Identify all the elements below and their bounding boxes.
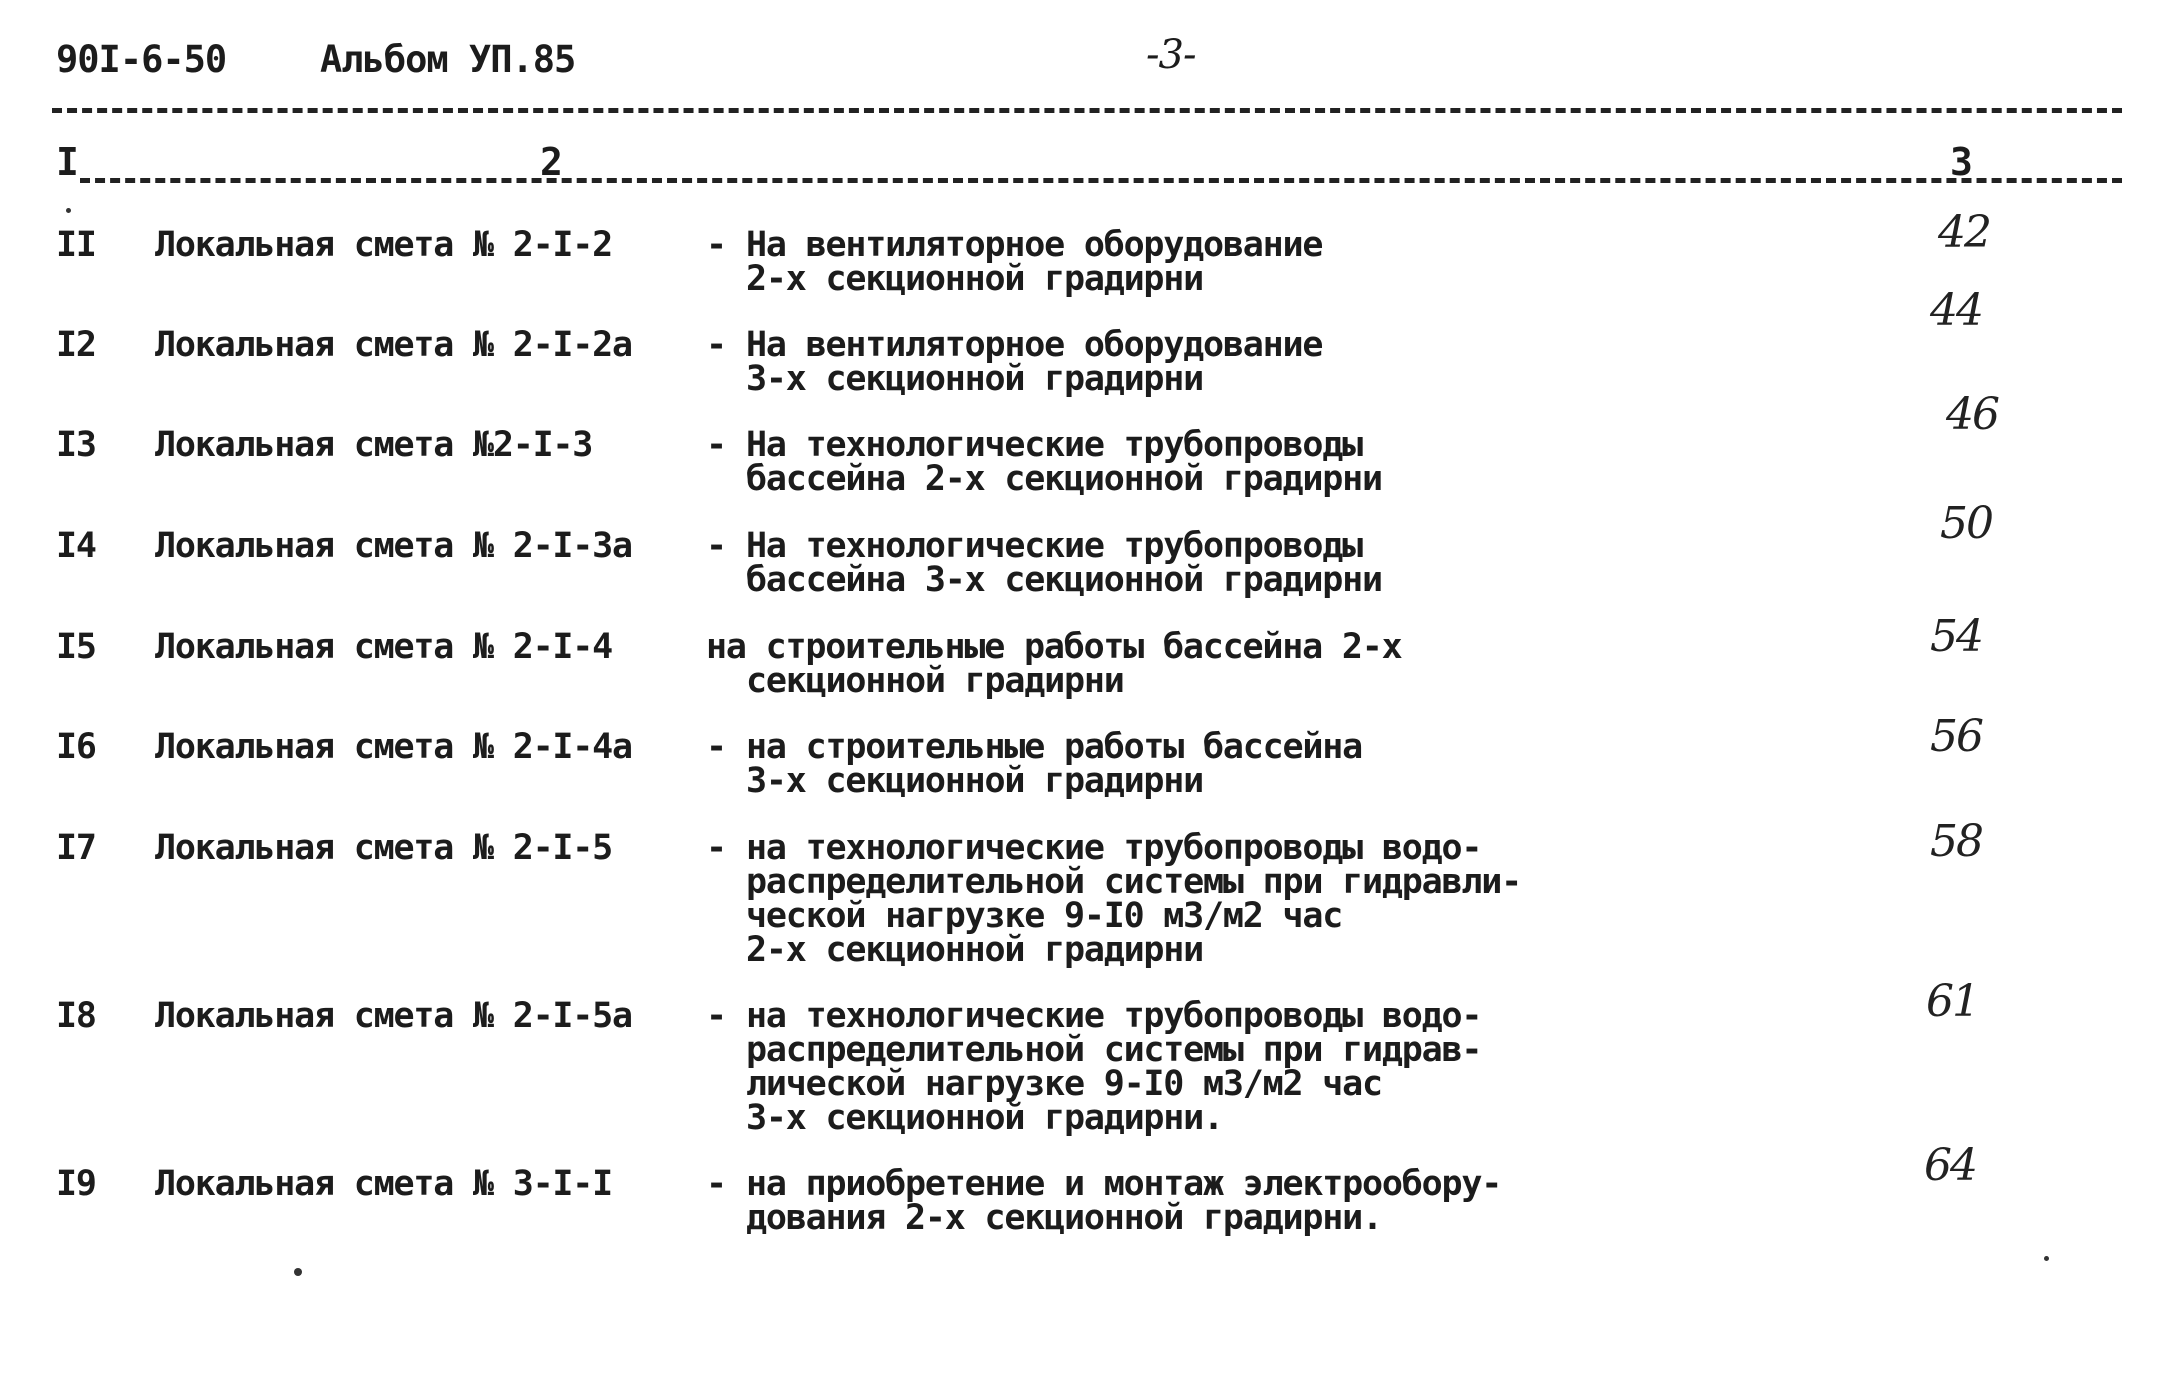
- entry-title: Локальная смета № 2-I-2а: [155, 325, 632, 365]
- entry-page: 64: [1924, 1140, 1976, 1191]
- entry-dash: -: [706, 828, 726, 868]
- entry-page: 58: [1930, 816, 1982, 867]
- entry-number: I6: [56, 727, 96, 767]
- description-line: распределительной системы при гидравли-: [746, 862, 1521, 902]
- entry-title: Локальная смета № 2-I-5а: [155, 996, 632, 1036]
- entry-description: [746, 425, 1606, 499]
- description-line: 2-х секционной градирни: [746, 259, 1204, 299]
- description-line: на строительные работы бассейна: [746, 727, 1363, 767]
- description-line: На технологические трубопроводы: [746, 526, 1363, 566]
- entry-number: I3: [56, 425, 96, 465]
- entry-number: I8: [56, 996, 96, 1036]
- entry-title: Локальная смета № 2-I-4а: [155, 727, 632, 767]
- entry-description: [746, 526, 1606, 600]
- entry-description: [706, 627, 1566, 701]
- description-line: ческой нагрузке 9-I0 м3/м2 час: [746, 896, 1343, 936]
- album-label: Альбом УП.85: [320, 38, 576, 81]
- entry-dash: -: [706, 727, 726, 767]
- description-line: распределительной системы при гидрав-: [746, 1030, 1482, 1070]
- entry-description: [746, 325, 1606, 399]
- entry-description: [746, 225, 1606, 299]
- description-line: дования 2-х секционной градирни.: [746, 1198, 1382, 1238]
- column-header-3: 3: [1950, 140, 1973, 184]
- entry-number: I4: [56, 526, 96, 566]
- entry-number: I9: [56, 1164, 96, 1204]
- entry-dash: -: [706, 225, 726, 265]
- description-line: на строительные работы бассейна 2-х: [706, 627, 1402, 667]
- entry-page: 56: [1930, 711, 1982, 762]
- entry-title: Локальная смета № 2-I-4: [155, 627, 613, 667]
- description-line: 3-х секционной градирни.: [746, 1098, 1223, 1138]
- entry-number: I5: [56, 627, 96, 667]
- scan-speck: [66, 208, 71, 213]
- column-header-1: I: [56, 140, 79, 184]
- description-line: 2-х секционной градирни: [746, 930, 1204, 970]
- entry-description: [746, 996, 1606, 1138]
- entry-dash: -: [706, 425, 726, 465]
- entry-title: Локальная смета № 2-I-5: [155, 828, 613, 868]
- scan-speck: [294, 1268, 302, 1276]
- column-header-2: 2: [540, 140, 563, 184]
- description-line: 3-х секционной градирни: [746, 761, 1204, 801]
- entry-dash: -: [706, 1164, 726, 1204]
- entry-dash: -: [706, 526, 726, 566]
- description-line: лической нагрузке 9-I0 м3/м2 час: [746, 1064, 1382, 1104]
- entry-description: [746, 727, 1606, 801]
- description-line: На технологические трубопроводы: [746, 425, 1363, 465]
- entry-title: Локальная смета № 2-I-2: [155, 225, 613, 265]
- entry-page: 61: [1926, 976, 1978, 1027]
- entry-page: 46: [1946, 389, 1998, 440]
- description-line: на технологические трубопроводы водо-: [746, 828, 1482, 868]
- description-line: На вентиляторное оборудование: [746, 325, 1323, 365]
- entry-number: I7: [56, 828, 96, 868]
- entry-number: II: [56, 225, 96, 265]
- entry-page: 50: [1940, 498, 1992, 549]
- description-line: 3-х секционной градирни: [746, 359, 1204, 399]
- entry-dash: -: [706, 996, 726, 1036]
- entry-dash: -: [706, 325, 726, 365]
- page-number: -3-: [1146, 32, 1196, 78]
- description-line: бассейна 3-х секционной градирни: [746, 560, 1382, 600]
- description-line: На вентиляторное оборудование: [746, 225, 1323, 265]
- entry-page: 54: [1930, 611, 1982, 662]
- description-line: бассейна 2-х секционной градирни: [746, 459, 1382, 499]
- scan-speck: [2044, 1256, 2049, 1261]
- description-line: на приобретение и монтаж электрообору-: [746, 1164, 1502, 1204]
- document-code: 90I-6-50: [56, 38, 227, 81]
- entry-description: [746, 1164, 1606, 1238]
- description-line: на технологические трубопроводы водо-: [746, 996, 1482, 1036]
- entry-number: I2: [56, 325, 96, 365]
- entry-title: Локальная смета №2-I-3: [155, 425, 593, 465]
- entry-title: Локальная смета № 2-I-3а: [155, 526, 632, 566]
- entry-description: [746, 828, 1606, 970]
- description-line: секционной градирни: [746, 661, 1124, 701]
- entry-page: 42: [1938, 207, 1990, 258]
- entry-page: 44: [1930, 285, 1982, 336]
- entry-title: Локальная смета № 3-I-I: [155, 1164, 613, 1204]
